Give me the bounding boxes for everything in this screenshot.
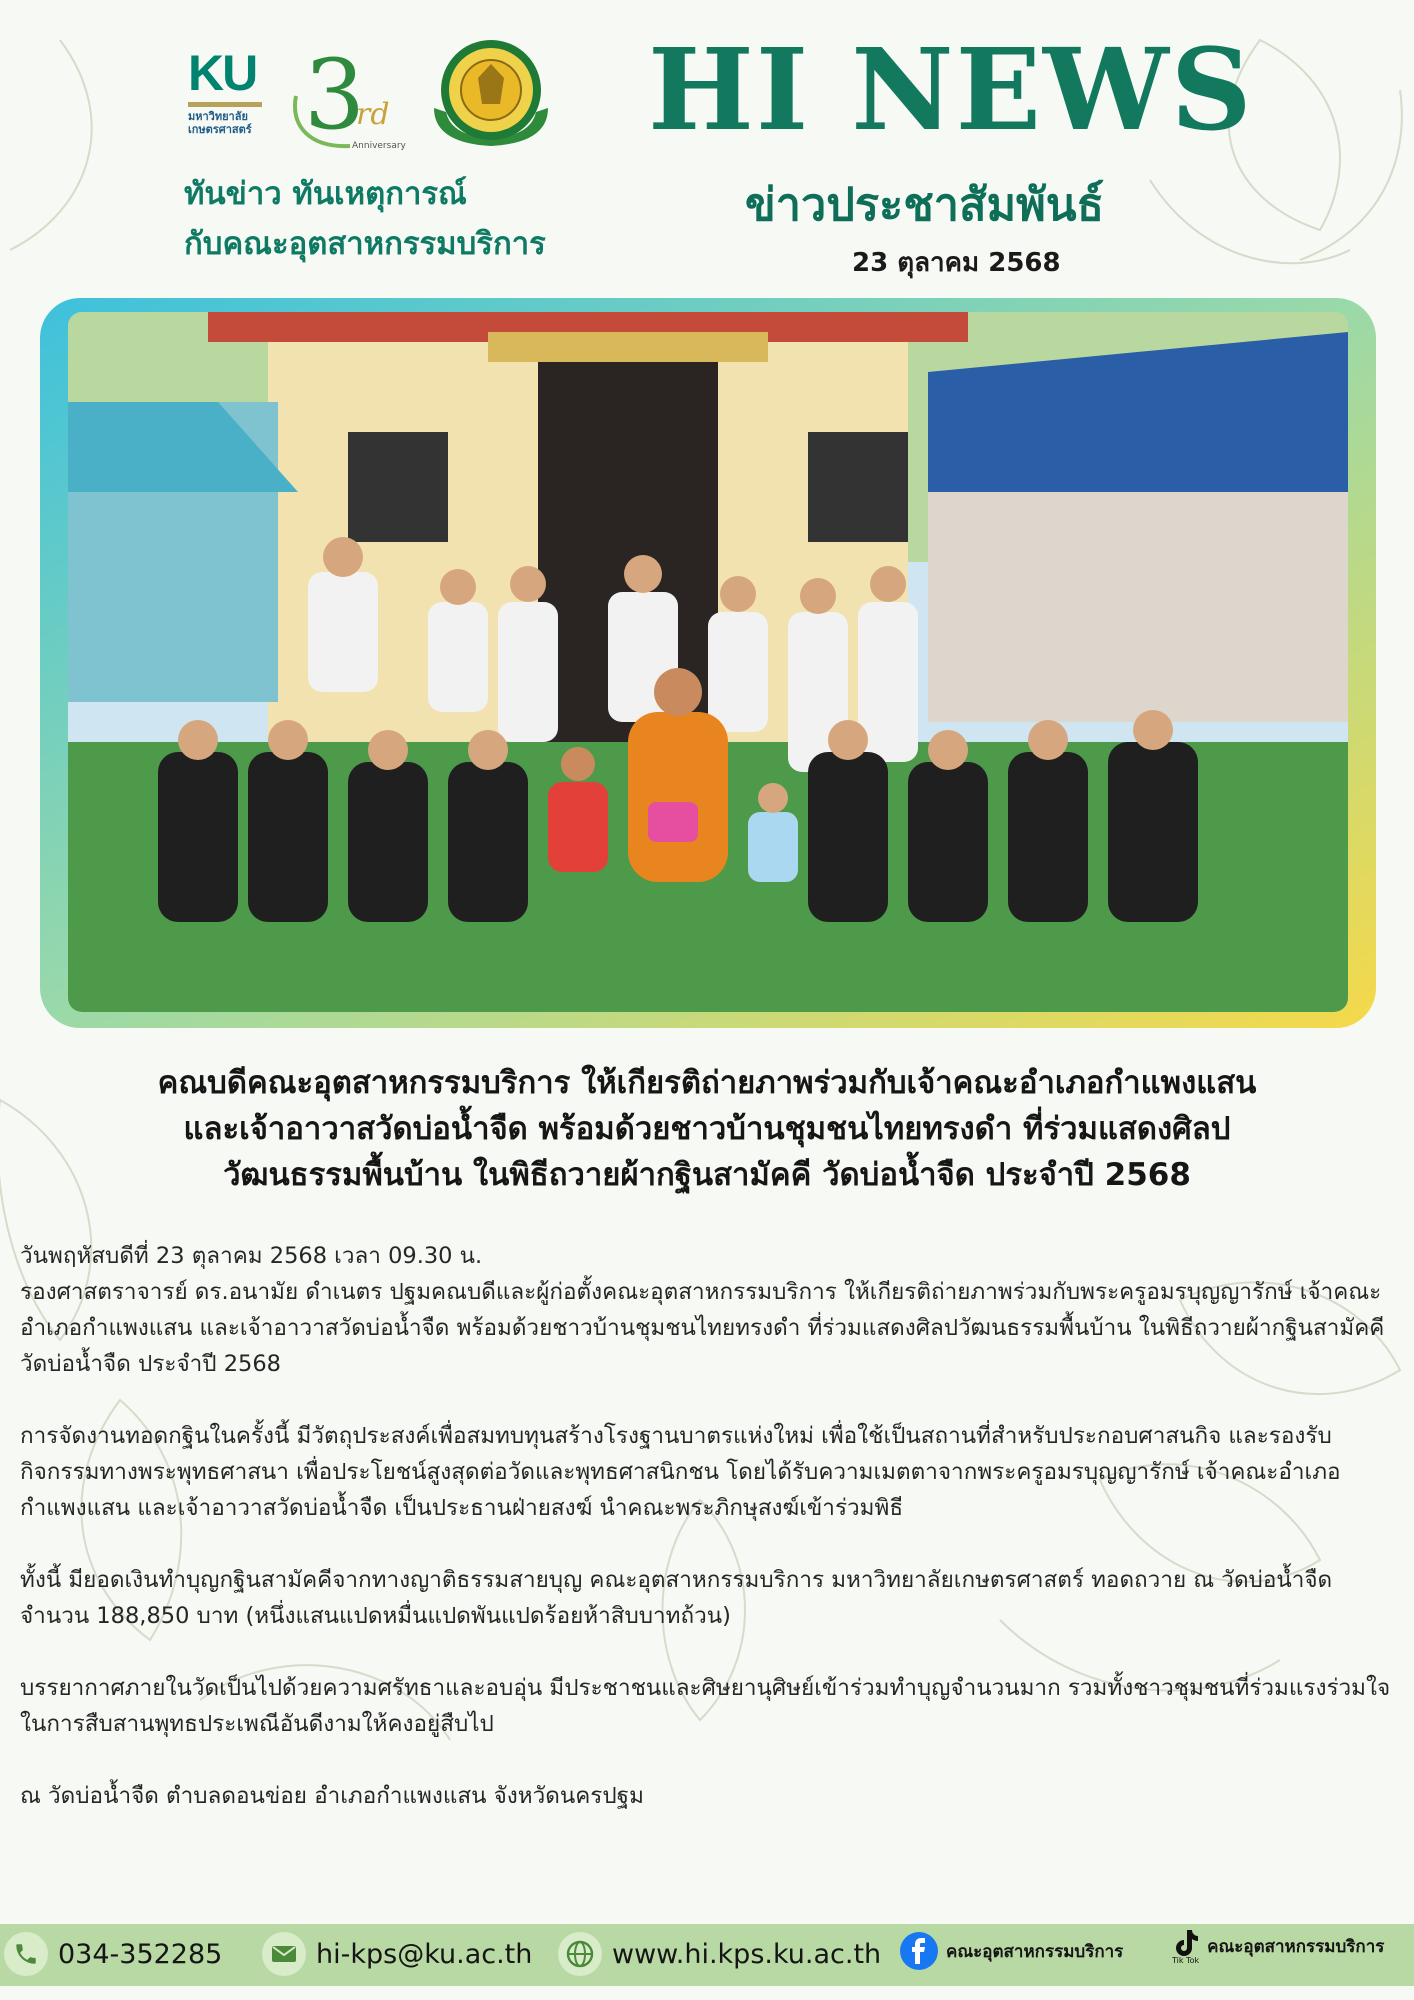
phone-icon <box>4 1932 48 1976</box>
website-url: www.hi.kps.ku.ac.th <box>612 1938 882 1970</box>
mail-icon <box>262 1932 306 1976</box>
facebook-page-name: คณะอุตสาหกรรมบริการ <box>946 1941 1124 1962</box>
contact-footer <box>0 1924 1414 1986</box>
tiktok-account-name: คณะอุตสาหกรรมบริการ <box>1207 1937 1385 1957</box>
headline <box>40 1060 1374 1198</box>
footer-website[interactable] <box>558 1932 881 1976</box>
ku-logo <box>188 45 268 136</box>
anniversary-label: Anniversary <box>352 141 406 151</box>
footer-phone[interactable] <box>4 1932 222 1976</box>
headline-line-1: คณบดีคณะอุตสาหกรรมบริการ ให้เกียรติถ่ายภาพร่วมกับเจ้าคณะอำเภอกำแพงแสน <box>157 1065 1257 1101</box>
globe-icon <box>558 1932 602 1976</box>
headline-line-3: วัฒนธรรมพื้นบ้าน ในพิธีถวายผ้ากฐินสามัคคี วัดบ่อน้ำจืด ประจำปี 2568 <box>223 1157 1191 1193</box>
tagline-1: ทันข่าว ทันเหตุการณ์ <box>184 176 467 212</box>
event-photo <box>68 312 1348 1012</box>
footer-facebook[interactable] <box>900 1932 1123 1970</box>
ku-logo-text-2: เกษตรศาสตร์ <box>188 123 252 136</box>
article-paragraph-2: การจัดงานทอดกฐินในครั้งนี้ มีวัตถุประสงค์เพื่อสมทบทุนสร้างโรงฐานบาตรแห่งใหม่ เพื่อใช้เป็นสถานที่สำหรับประกอบศาสนกิจ และรองรับกิจกรรมทางพระพุทธศาสนา เพื่อประโยชน์สูงสุดต่อวัดและพุทธศาสนิกชน โดยได้รับความเมตตาจากพระครูอมรบุญญารักษ์ เจ้าคณะอำเภอกำแพงแสน และเจ้าอาวาสวัดบ่อน้ำจืด เป็นประธานฝ่ายสงฆ์ นำคณะพระภิกษุสงฆ์เข้าร่วมพิธี <box>20 1423 1341 1521</box>
page-title: HI NEWS <box>648 25 1254 156</box>
anniversary-suffix: rd <box>356 97 390 132</box>
photo-frame <box>40 298 1376 1028</box>
tiktok-label: Tik Tok <box>1172 1956 1200 1965</box>
anniversary-logo <box>290 36 414 156</box>
article-body <box>20 1238 1394 1850</box>
page-subtitle: ข่าวประชาสัมพันธ์ <box>745 178 1105 231</box>
news-date: 23 ตุลาคม 2568 <box>852 248 1061 278</box>
article-paragraph-3: ทั้งนี้ มียอดเงินทำบุญกฐินสามัคคีจากทางญาติธรรมสายบุญ คณะอุตสาหกรรมบริการ มหาวิทยาลัยเกษตรศาสตร์ ทอดถวาย ณ วัดบ่อน้ำจืด จำนวน 188,850 บาท (หนึ่งแสนแปดหมื่นแปดพันแปดร้อยห้าสิบบาทถ้วน) <box>20 1567 1333 1629</box>
facebook-icon <box>900 1932 938 1970</box>
article-location: ณ วัดบ่อน้ำจืด ตำบลดอนข่อย อำเภอกำแพงแสน จังหวัดนครปฐม <box>20 1783 644 1809</box>
footer-tiktok[interactable] <box>1172 1928 1384 1965</box>
article-dateline: วันพฤหัสบดีที่ 23 ตุลาคม 2568 เวลา 09.30 น. <box>20 1243 483 1269</box>
article-paragraph-1: รองศาสตราจารย์ ดร.อนามัย ดำเนตร ปฐมคณบดีและผู้ก่อตั้งคณะอุตสาหกรรมบริการ ให้เกียรติถ่ายภาพร่วมกับพระครูอมรบุญญารักษ์ เจ้าคณะอำเภอกำแพงแสน และเจ้าอาวาสวัดบ่อน้ำจืด พร้อมด้วยชาวบ้านชุมชนไทยทรงดำ ที่ร่วมแสดงศิลปวัฒนธรรมพื้นบ้าน ในพิธีถวายผ้ากฐินสามัคคี วัดบ่อน้ำจืด ประจำปี 2568 <box>20 1279 1385 1377</box>
footer-email[interactable] <box>262 1932 532 1976</box>
ku-logo-text-1: มหาวิทยาลัย <box>188 110 248 123</box>
phone-number: 034-352285 <box>58 1938 223 1970</box>
email-address: hi-kps@ku.ac.th <box>316 1938 533 1970</box>
anniversary-number: 3 <box>304 39 366 151</box>
ku-logo-mark: KU <box>188 45 257 101</box>
faculty-seal-logo <box>426 38 556 148</box>
tagline-2: กับคณะอุตสาหกรรมบริการ <box>184 226 546 262</box>
tiktok-icon <box>1172 1928 1199 1965</box>
article-paragraph-4: บรรยากาศภายในวัดเป็นไปด้วยความศรัทธาและอบอุ่น มีประชาชนและศิษยานุศิษย์เข้าร่วมทำบุญจำนวนมาก รวมทั้งชาวชุมชนที่ร่วมแรงร่วมใจในการสืบสานพุทธประเพณีอันดีงามให้คงอยู่สืบไป <box>20 1675 1391 1737</box>
headline-line-2: และเจ้าอาวาสวัดบ่อน้ำจืด พร้อมด้วยชาวบ้านชุมชนไทยทรงดำ ที่ร่วมแสดงศิลป <box>183 1111 1231 1147</box>
